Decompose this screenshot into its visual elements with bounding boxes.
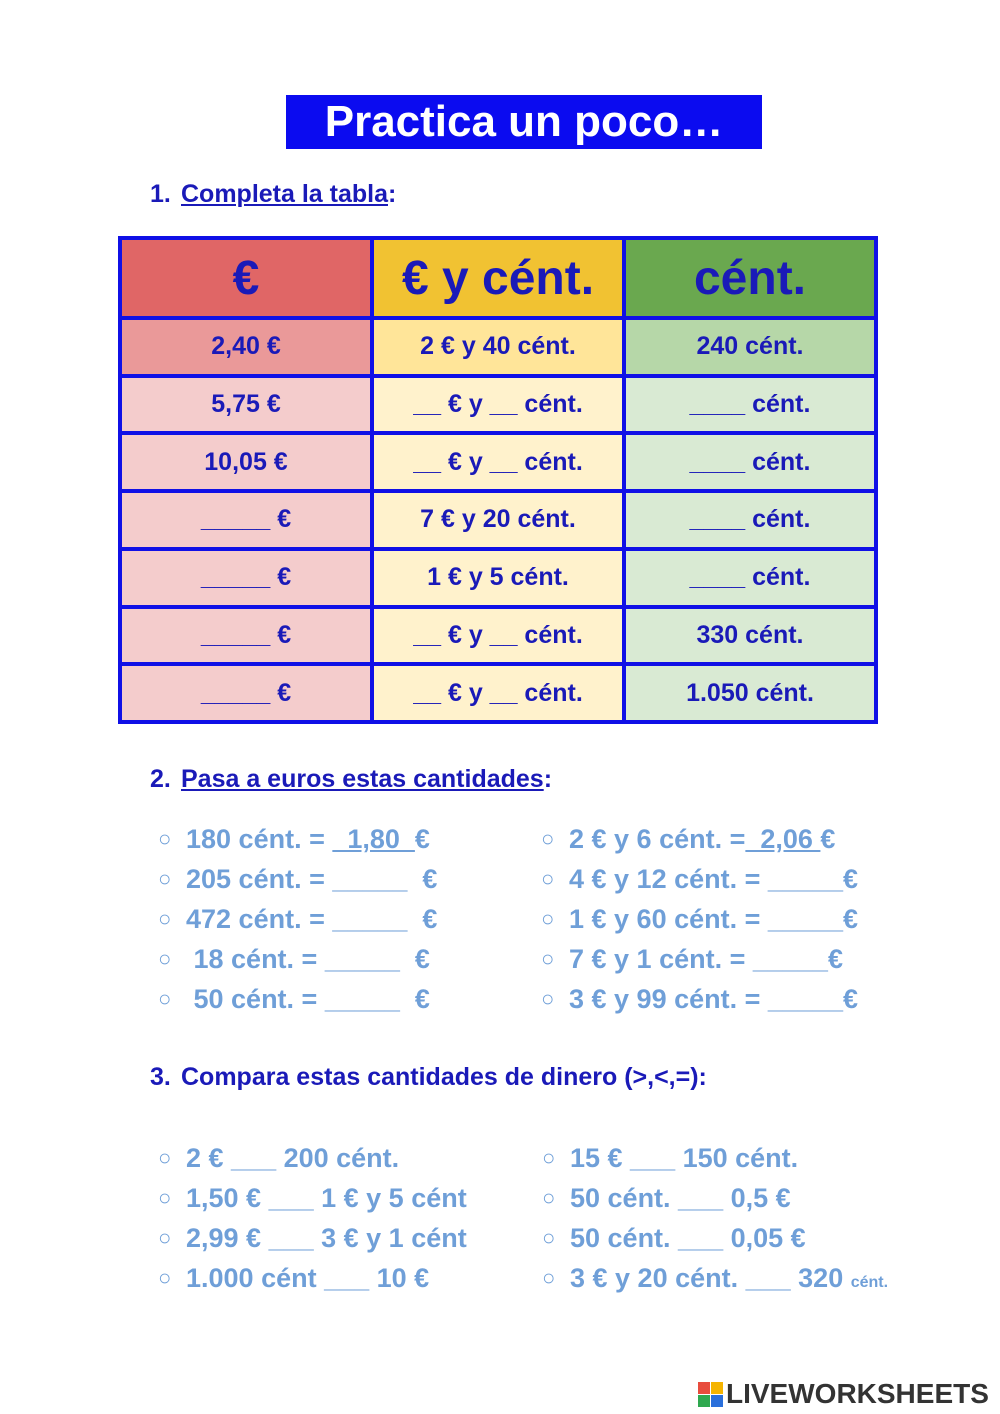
table-cell: 2,40 € xyxy=(120,318,372,376)
list-item[interactable]: ○ 180 cént. = 1,80 € xyxy=(158,819,437,859)
section-3-left-list xyxy=(158,1138,467,1298)
page-title: Practica un poco… xyxy=(286,95,762,149)
bullet-icon: ○ xyxy=(541,866,555,891)
table-row xyxy=(120,318,876,376)
section-3-title: Compara estas cantidades de dinero (>,<,=): xyxy=(181,1063,707,1091)
section-2-heading: 2. Pasa a euros estas cantidades: xyxy=(150,765,553,793)
bullet-icon: ○ xyxy=(541,986,555,1011)
list-item[interactable]: ○ 50 cént. = _____ € xyxy=(158,979,437,1019)
list-item[interactable]: ○ 1,50 € ___ 1 € y 5 cént xyxy=(158,1178,467,1218)
liveworksheets-logo-icon xyxy=(698,1382,723,1407)
list-item[interactable]: ○ 18 cént. = _____ € xyxy=(158,939,437,979)
answer-blank[interactable]: 1,80 xyxy=(332,824,415,854)
section-2-right-list xyxy=(541,819,858,1019)
table-cell-blank[interactable]: __ € y __ cént. xyxy=(372,664,624,722)
section-1-title: Completa la tabla xyxy=(181,180,388,208)
section-3-heading xyxy=(150,1063,707,1092)
table-row xyxy=(120,549,876,607)
table-cell-blank[interactable]: _____ € xyxy=(120,491,372,549)
table-cell-blank[interactable]: ____ cént. xyxy=(624,491,876,549)
section-1-number: 1. xyxy=(150,180,171,208)
list-item[interactable]: ○ 472 cént. = _____ € xyxy=(158,899,437,939)
liveworksheets-logo xyxy=(698,1376,989,1412)
table-row xyxy=(120,664,876,722)
table-header-row xyxy=(120,238,876,318)
list-item[interactable]: ○ 2,99 € ___ 3 € y 1 cént xyxy=(158,1218,467,1258)
table-cell-blank[interactable]: ____ cént. xyxy=(624,433,876,491)
table-row xyxy=(120,376,876,434)
table-cell-blank[interactable]: __ € y __ cént. xyxy=(372,433,624,491)
list-item[interactable]: ○ 3 € y 99 cént. = _____€ xyxy=(541,979,858,1019)
section-2-title: Pasa a euros estas cantidades xyxy=(181,765,544,793)
table-cell: 2 € y 40 cént. xyxy=(372,318,624,376)
table-row xyxy=(120,491,876,549)
section-3-number: 3. xyxy=(150,1063,171,1091)
bullet-icon: ○ xyxy=(542,1145,556,1170)
bullet-icon: ○ xyxy=(542,1265,556,1290)
bullet-icon: ○ xyxy=(158,1185,172,1210)
list-item[interactable]: ○ 1 € y 60 cént. = _____€ xyxy=(541,899,858,939)
bullet-icon: ○ xyxy=(542,1185,556,1210)
bullet-icon: ○ xyxy=(542,1225,556,1250)
table-cell: 7 € y 20 cént. xyxy=(372,491,624,549)
table-header-cent: cént. xyxy=(624,238,876,318)
table-cell: 5,75 € xyxy=(120,376,372,434)
list-item[interactable]: ○ 205 cént. = _____ € xyxy=(158,859,437,899)
bullet-icon: ○ xyxy=(158,906,172,931)
table-cell-blank[interactable]: ____ cént. xyxy=(624,376,876,434)
table-cell-blank[interactable]: _____ € xyxy=(120,607,372,665)
table-row xyxy=(120,433,876,491)
bullet-icon: ○ xyxy=(541,826,555,851)
list-item[interactable]: ○ 15 € ___ 150 cént. xyxy=(542,1138,888,1178)
bullet-icon: ○ xyxy=(158,986,172,1011)
bullet-icon: ○ xyxy=(158,826,172,851)
bullet-icon: ○ xyxy=(158,946,172,971)
table-row xyxy=(120,607,876,665)
bullet-icon: ○ xyxy=(541,906,555,931)
table-header-euro-cent: € y cént. xyxy=(372,238,624,318)
list-item[interactable]: ○ 7 € y 1 cént. = _____€ xyxy=(541,939,858,979)
logo-text: LIVEWORKSHEETS xyxy=(726,1378,989,1409)
section-2-number: 2. xyxy=(150,765,171,793)
table-cell-blank[interactable]: __ € y __ cént. xyxy=(372,607,624,665)
table-cell: 1.050 cént. xyxy=(624,664,876,722)
table-cell: 240 cént. xyxy=(624,318,876,376)
list-item[interactable]: ○ 2 € y 6 cént. = 2,06 € xyxy=(541,819,858,859)
conversion-table xyxy=(118,236,878,724)
bullet-icon: ○ xyxy=(541,946,555,971)
section-3-right-list xyxy=(542,1138,888,1298)
bullet-icon: ○ xyxy=(158,1265,172,1290)
bullet-icon: ○ xyxy=(158,1225,172,1250)
list-item[interactable]: ○ 2 € ___ 200 cént. xyxy=(158,1138,467,1178)
section-2-left-list xyxy=(158,819,437,1019)
table-cell-blank[interactable]: _____ € xyxy=(120,549,372,607)
list-item[interactable]: ○ 1.000 cént ___ 10 € xyxy=(158,1258,467,1298)
table-cell-blank[interactable]: ____ cént. xyxy=(624,549,876,607)
list-item[interactable]: ○ 4 € y 12 cént. = _____€ xyxy=(541,859,858,899)
list-item[interactable]: ○ 50 cént. ___ 0,5 € xyxy=(542,1178,888,1218)
table-header-euro: € xyxy=(120,238,372,318)
section-1-heading: 1. Completa la tabla: xyxy=(150,180,397,208)
answer-blank[interactable]: 2,06 xyxy=(745,824,821,854)
list-item[interactable]: ○ 50 cént. ___ 0,05 € xyxy=(542,1218,888,1258)
bullet-icon: ○ xyxy=(158,1145,172,1170)
bullet-icon: ○ xyxy=(158,866,172,891)
table-cell: 1 € y 5 cént. xyxy=(372,549,624,607)
table-cell-blank[interactable]: __ € y __ cént. xyxy=(372,376,624,434)
table-cell-blank[interactable]: _____ € xyxy=(120,664,372,722)
table-cell: 10,05 € xyxy=(120,433,372,491)
table-cell: 330 cént. xyxy=(624,607,876,665)
list-item[interactable]: ○ 3 € y 20 cént. ___ 320 cént. xyxy=(542,1258,888,1298)
